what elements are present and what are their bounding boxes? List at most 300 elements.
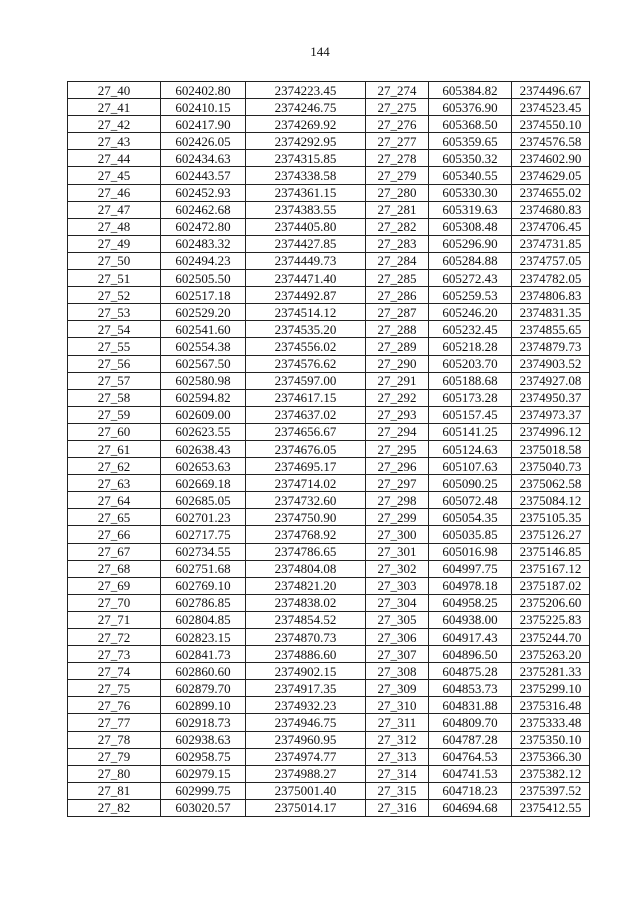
y-coordinate-cell: 2375206.60 xyxy=(512,594,590,611)
x-coordinate-cell: 602717.75 xyxy=(161,526,246,543)
x-coordinate-cell: 602638.43 xyxy=(161,440,246,457)
x-coordinate-cell: 605203.70 xyxy=(429,355,512,372)
x-coordinate-cell: 602786.85 xyxy=(161,594,246,611)
point-id-cell: 27_302 xyxy=(366,560,429,577)
y-coordinate-cell: 2374471.40 xyxy=(246,270,366,287)
y-coordinate-cell: 2374732.60 xyxy=(246,492,366,509)
x-coordinate-cell: 604809.70 xyxy=(429,714,512,731)
y-coordinate-cell: 2374973.37 xyxy=(512,406,590,423)
point-id-cell: 27_53 xyxy=(68,304,161,321)
x-coordinate-cell: 605157.45 xyxy=(429,406,512,423)
x-coordinate-cell: 605384.82 xyxy=(429,82,512,99)
table-row xyxy=(68,270,590,287)
y-coordinate-cell: 2374804.08 xyxy=(246,560,366,577)
point-id-cell: 27_73 xyxy=(68,646,161,663)
x-coordinate-cell: 605232.45 xyxy=(429,321,512,338)
point-id-cell: 27_65 xyxy=(68,509,161,526)
y-coordinate-cell: 2374405.80 xyxy=(246,218,366,235)
table-row xyxy=(68,492,590,509)
table-row xyxy=(68,321,590,338)
point-id-cell: 27_40 xyxy=(68,82,161,99)
y-coordinate-cell: 2374879.73 xyxy=(512,338,590,355)
x-coordinate-cell: 602701.23 xyxy=(161,509,246,526)
x-coordinate-cell: 602567.50 xyxy=(161,355,246,372)
point-id-cell: 27_279 xyxy=(366,167,429,184)
point-id-cell: 27_296 xyxy=(366,458,429,475)
y-coordinate-cell: 2374655.02 xyxy=(512,184,590,201)
table-row xyxy=(68,799,590,816)
x-coordinate-cell: 602410.15 xyxy=(161,99,246,116)
y-coordinate-cell: 2375084.12 xyxy=(512,492,590,509)
y-coordinate-cell: 2374757.05 xyxy=(512,252,590,269)
x-coordinate-cell: 605340.55 xyxy=(429,167,512,184)
x-coordinate-cell: 605330.30 xyxy=(429,184,512,201)
point-id-cell: 27_288 xyxy=(366,321,429,338)
table-row xyxy=(68,389,590,406)
table-row xyxy=(68,133,590,150)
x-coordinate-cell: 602505.50 xyxy=(161,270,246,287)
x-coordinate-cell: 602918.73 xyxy=(161,714,246,731)
y-coordinate-cell: 2375412.55 xyxy=(512,799,590,816)
x-coordinate-cell: 602899.10 xyxy=(161,697,246,714)
point-id-cell: 27_60 xyxy=(68,423,161,440)
table-row xyxy=(68,338,590,355)
y-coordinate-cell: 2375018.58 xyxy=(512,440,590,457)
y-coordinate-cell: 2374223.45 xyxy=(246,82,366,99)
y-coordinate-cell: 2375366.30 xyxy=(512,748,590,765)
y-coordinate-cell: 2374731.85 xyxy=(512,235,590,252)
y-coordinate-cell: 2375167.12 xyxy=(512,560,590,577)
y-coordinate-cell: 2374514.12 xyxy=(246,304,366,321)
y-coordinate-cell: 2375350.10 xyxy=(512,731,590,748)
x-coordinate-cell: 602462.68 xyxy=(161,201,246,218)
point-id-cell: 27_57 xyxy=(68,372,161,389)
point-id-cell: 27_304 xyxy=(366,594,429,611)
x-coordinate-cell: 605376.90 xyxy=(429,99,512,116)
x-coordinate-cell: 604694.68 xyxy=(429,799,512,816)
point-id-cell: 27_280 xyxy=(366,184,429,201)
point-id-cell: 27_283 xyxy=(366,235,429,252)
x-coordinate-cell: 602554.38 xyxy=(161,338,246,355)
y-coordinate-cell: 2374768.92 xyxy=(246,526,366,543)
point-id-cell: 27_55 xyxy=(68,338,161,355)
y-coordinate-cell: 2374383.55 xyxy=(246,201,366,218)
point-id-cell: 27_61 xyxy=(68,440,161,457)
x-coordinate-cell: 602685.05 xyxy=(161,492,246,509)
y-coordinate-cell: 2374855.65 xyxy=(512,321,590,338)
x-coordinate-cell: 602979.15 xyxy=(161,765,246,782)
point-id-cell: 27_298 xyxy=(366,492,429,509)
table-row xyxy=(68,355,590,372)
x-coordinate-cell: 604997.75 xyxy=(429,560,512,577)
x-coordinate-cell: 604958.25 xyxy=(429,594,512,611)
table-row xyxy=(68,629,590,646)
y-coordinate-cell: 2375397.52 xyxy=(512,782,590,799)
point-id-cell: 27_66 xyxy=(68,526,161,543)
y-coordinate-cell: 2374886.60 xyxy=(246,646,366,663)
x-coordinate-cell: 605272.43 xyxy=(429,270,512,287)
point-id-cell: 27_299 xyxy=(366,509,429,526)
point-id-cell: 27_71 xyxy=(68,611,161,628)
x-coordinate-cell: 605259.53 xyxy=(429,287,512,304)
x-coordinate-cell: 602804.85 xyxy=(161,611,246,628)
y-coordinate-cell: 2375333.48 xyxy=(512,714,590,731)
x-coordinate-cell: 603020.57 xyxy=(161,799,246,816)
y-coordinate-cell: 2375187.02 xyxy=(512,577,590,594)
y-coordinate-cell: 2374492.87 xyxy=(246,287,366,304)
point-id-cell: 27_282 xyxy=(366,218,429,235)
table-row xyxy=(68,440,590,457)
y-coordinate-cell: 2374576.58 xyxy=(512,133,590,150)
y-coordinate-cell: 2374269.92 xyxy=(246,116,366,133)
point-id-cell: 27_274 xyxy=(366,82,429,99)
point-id-cell: 27_69 xyxy=(68,577,161,594)
table-row xyxy=(68,372,590,389)
y-coordinate-cell: 2374714.02 xyxy=(246,475,366,492)
x-coordinate-cell: 602494.23 xyxy=(161,252,246,269)
x-coordinate-cell: 602769.10 xyxy=(161,577,246,594)
point-id-cell: 27_50 xyxy=(68,252,161,269)
y-coordinate-cell: 2374960.95 xyxy=(246,731,366,748)
y-coordinate-cell: 2374315.85 xyxy=(246,150,366,167)
y-coordinate-cell: 2374927.08 xyxy=(512,372,590,389)
page-number: 144 xyxy=(310,44,330,59)
x-coordinate-cell: 602517.18 xyxy=(161,287,246,304)
table-row xyxy=(68,509,590,526)
x-coordinate-cell: 604787.28 xyxy=(429,731,512,748)
table-row xyxy=(68,782,590,799)
point-id-cell: 27_313 xyxy=(366,748,429,765)
x-coordinate-cell: 604741.53 xyxy=(429,765,512,782)
x-coordinate-cell: 605319.63 xyxy=(429,201,512,218)
y-coordinate-cell: 2374676.05 xyxy=(246,440,366,457)
coordinates-table-body xyxy=(68,82,590,817)
y-coordinate-cell: 2374556.02 xyxy=(246,338,366,355)
x-coordinate-cell: 602417.90 xyxy=(161,116,246,133)
x-coordinate-cell: 602938.63 xyxy=(161,731,246,748)
x-coordinate-cell: 602529.20 xyxy=(161,304,246,321)
y-coordinate-cell: 2374974.77 xyxy=(246,748,366,765)
point-id-cell: 27_306 xyxy=(366,629,429,646)
point-id-cell: 27_51 xyxy=(68,270,161,287)
x-coordinate-cell: 602580.98 xyxy=(161,372,246,389)
y-coordinate-cell: 2375316.48 xyxy=(512,697,590,714)
x-coordinate-cell: 605350.32 xyxy=(429,150,512,167)
point-id-cell: 27_47 xyxy=(68,201,161,218)
point-id-cell: 27_293 xyxy=(366,406,429,423)
x-coordinate-cell: 605246.20 xyxy=(429,304,512,321)
x-coordinate-cell: 604896.50 xyxy=(429,646,512,663)
point-id-cell: 27_78 xyxy=(68,731,161,748)
x-coordinate-cell: 604764.53 xyxy=(429,748,512,765)
y-coordinate-cell: 2374806.83 xyxy=(512,287,590,304)
point-id-cell: 27_63 xyxy=(68,475,161,492)
y-coordinate-cell: 2374870.73 xyxy=(246,629,366,646)
point-id-cell: 27_305 xyxy=(366,611,429,628)
x-coordinate-cell: 602823.15 xyxy=(161,629,246,646)
y-coordinate-cell: 2375126.27 xyxy=(512,526,590,543)
x-coordinate-cell: 605141.25 xyxy=(429,423,512,440)
x-coordinate-cell: 602841.73 xyxy=(161,646,246,663)
point-id-cell: 27_52 xyxy=(68,287,161,304)
point-id-cell: 27_297 xyxy=(366,475,429,492)
table-row xyxy=(68,577,590,594)
table-row xyxy=(68,646,590,663)
point-id-cell: 27_307 xyxy=(366,646,429,663)
point-id-cell: 27_284 xyxy=(366,252,429,269)
point-id-cell: 27_287 xyxy=(366,304,429,321)
y-coordinate-cell: 2375299.10 xyxy=(512,680,590,697)
x-coordinate-cell: 602653.63 xyxy=(161,458,246,475)
table-row xyxy=(68,680,590,697)
point-id-cell: 27_41 xyxy=(68,99,161,116)
y-coordinate-cell: 2374782.05 xyxy=(512,270,590,287)
y-coordinate-cell: 2375040.73 xyxy=(512,458,590,475)
table-row xyxy=(68,82,590,99)
y-coordinate-cell: 2374831.35 xyxy=(512,304,590,321)
point-id-cell: 27_81 xyxy=(68,782,161,799)
x-coordinate-cell: 604938.00 xyxy=(429,611,512,628)
x-coordinate-cell: 605016.98 xyxy=(429,543,512,560)
y-coordinate-cell: 2374338.58 xyxy=(246,167,366,184)
table-row xyxy=(68,731,590,748)
x-coordinate-cell: 602472.80 xyxy=(161,218,246,235)
point-id-cell: 27_300 xyxy=(366,526,429,543)
coordinates-table xyxy=(67,81,590,817)
point-id-cell: 27_289 xyxy=(366,338,429,355)
table-row xyxy=(68,526,590,543)
x-coordinate-cell: 605035.85 xyxy=(429,526,512,543)
y-coordinate-cell: 2374617.15 xyxy=(246,389,366,406)
table-row xyxy=(68,116,590,133)
point-id-cell: 27_45 xyxy=(68,167,161,184)
y-coordinate-cell: 2374917.35 xyxy=(246,680,366,697)
point-id-cell: 27_314 xyxy=(366,765,429,782)
x-coordinate-cell: 604831.88 xyxy=(429,697,512,714)
y-coordinate-cell: 2375263.20 xyxy=(512,646,590,663)
point-id-cell: 27_70 xyxy=(68,594,161,611)
y-coordinate-cell: 2374629.05 xyxy=(512,167,590,184)
x-coordinate-cell: 605284.88 xyxy=(429,252,512,269)
point-id-cell: 27_295 xyxy=(366,440,429,457)
y-coordinate-cell: 2374950.37 xyxy=(512,389,590,406)
x-coordinate-cell: 605124.63 xyxy=(429,440,512,457)
y-coordinate-cell: 2375281.33 xyxy=(512,663,590,680)
x-coordinate-cell: 605054.35 xyxy=(429,509,512,526)
point-id-cell: 27_46 xyxy=(68,184,161,201)
point-id-cell: 27_56 xyxy=(68,355,161,372)
y-coordinate-cell: 2374597.00 xyxy=(246,372,366,389)
point-id-cell: 27_275 xyxy=(366,99,429,116)
y-coordinate-cell: 2374292.95 xyxy=(246,133,366,150)
table-row xyxy=(68,765,590,782)
table-row xyxy=(68,167,590,184)
point-id-cell: 27_80 xyxy=(68,765,161,782)
point-id-cell: 27_64 xyxy=(68,492,161,509)
point-id-cell: 27_309 xyxy=(366,680,429,697)
y-coordinate-cell: 2374932.23 xyxy=(246,697,366,714)
y-coordinate-cell: 2374535.20 xyxy=(246,321,366,338)
y-coordinate-cell: 2374695.17 xyxy=(246,458,366,475)
y-coordinate-cell: 2374246.75 xyxy=(246,99,366,116)
point-id-cell: 27_310 xyxy=(366,697,429,714)
point-id-cell: 27_72 xyxy=(68,629,161,646)
table-row xyxy=(68,99,590,116)
y-coordinate-cell: 2375146.85 xyxy=(512,543,590,560)
table-row xyxy=(68,287,590,304)
y-coordinate-cell: 2374361.15 xyxy=(246,184,366,201)
point-id-cell: 27_79 xyxy=(68,748,161,765)
x-coordinate-cell: 602751.68 xyxy=(161,560,246,577)
x-coordinate-cell: 602426.05 xyxy=(161,133,246,150)
y-coordinate-cell: 2374576.62 xyxy=(246,355,366,372)
point-id-cell: 27_42 xyxy=(68,116,161,133)
point-id-cell: 27_276 xyxy=(366,116,429,133)
x-coordinate-cell: 602958.75 xyxy=(161,748,246,765)
y-coordinate-cell: 2375062.58 xyxy=(512,475,590,492)
point-id-cell: 27_286 xyxy=(366,287,429,304)
point-id-cell: 27_294 xyxy=(366,423,429,440)
point-id-cell: 27_278 xyxy=(366,150,429,167)
x-coordinate-cell: 602879.70 xyxy=(161,680,246,697)
table-row xyxy=(68,748,590,765)
point-id-cell: 27_303 xyxy=(366,577,429,594)
x-coordinate-cell: 604853.73 xyxy=(429,680,512,697)
y-coordinate-cell: 2375225.83 xyxy=(512,611,590,628)
x-coordinate-cell: 602609.00 xyxy=(161,406,246,423)
x-coordinate-cell: 604718.23 xyxy=(429,782,512,799)
point-id-cell: 27_301 xyxy=(366,543,429,560)
x-coordinate-cell: 602452.93 xyxy=(161,184,246,201)
x-coordinate-cell: 605296.90 xyxy=(429,235,512,252)
y-coordinate-cell: 2374656.67 xyxy=(246,423,366,440)
x-coordinate-cell: 602860.60 xyxy=(161,663,246,680)
table-row xyxy=(68,458,590,475)
table-row xyxy=(68,560,590,577)
y-coordinate-cell: 2374427.85 xyxy=(246,235,366,252)
table-row xyxy=(68,201,590,218)
point-id-cell: 27_49 xyxy=(68,235,161,252)
x-coordinate-cell: 604978.18 xyxy=(429,577,512,594)
y-coordinate-cell: 2374854.52 xyxy=(246,611,366,628)
point-id-cell: 27_44 xyxy=(68,150,161,167)
y-coordinate-cell: 2375001.40 xyxy=(246,782,366,799)
x-coordinate-cell: 605072.48 xyxy=(429,492,512,509)
point-id-cell: 27_281 xyxy=(366,201,429,218)
point-id-cell: 27_292 xyxy=(366,389,429,406)
point-id-cell: 27_82 xyxy=(68,799,161,816)
y-coordinate-cell: 2375382.12 xyxy=(512,765,590,782)
point-id-cell: 27_315 xyxy=(366,782,429,799)
x-coordinate-cell: 605107.63 xyxy=(429,458,512,475)
y-coordinate-cell: 2374821.20 xyxy=(246,577,366,594)
point-id-cell: 27_76 xyxy=(68,697,161,714)
y-coordinate-cell: 2374750.90 xyxy=(246,509,366,526)
y-coordinate-cell: 2374902.15 xyxy=(246,663,366,680)
x-coordinate-cell: 602623.55 xyxy=(161,423,246,440)
y-coordinate-cell: 2374550.10 xyxy=(512,116,590,133)
point-id-cell: 27_62 xyxy=(68,458,161,475)
point-id-cell: 27_67 xyxy=(68,543,161,560)
y-coordinate-cell: 2374496.67 xyxy=(512,82,590,99)
y-coordinate-cell: 2374602.90 xyxy=(512,150,590,167)
point-id-cell: 27_291 xyxy=(366,372,429,389)
x-coordinate-cell: 605359.65 xyxy=(429,133,512,150)
point-id-cell: 27_312 xyxy=(366,731,429,748)
x-coordinate-cell: 602443.57 xyxy=(161,167,246,184)
table-row xyxy=(68,304,590,321)
table-row xyxy=(68,543,590,560)
x-coordinate-cell: 602999.75 xyxy=(161,782,246,799)
table-row xyxy=(68,406,590,423)
x-coordinate-cell: 605218.28 xyxy=(429,338,512,355)
y-coordinate-cell: 2374680.83 xyxy=(512,201,590,218)
point-id-cell: 27_54 xyxy=(68,321,161,338)
table-row xyxy=(68,184,590,201)
x-coordinate-cell: 602483.32 xyxy=(161,235,246,252)
y-coordinate-cell: 2374637.02 xyxy=(246,406,366,423)
x-coordinate-cell: 605308.48 xyxy=(429,218,512,235)
point-id-cell: 27_59 xyxy=(68,406,161,423)
y-coordinate-cell: 2374988.27 xyxy=(246,765,366,782)
x-coordinate-cell: 602594.82 xyxy=(161,389,246,406)
table-row xyxy=(68,697,590,714)
x-coordinate-cell: 604875.28 xyxy=(429,663,512,680)
table-row xyxy=(68,611,590,628)
y-coordinate-cell: 2375105.35 xyxy=(512,509,590,526)
point-id-cell: 27_316 xyxy=(366,799,429,816)
x-coordinate-cell: 602434.63 xyxy=(161,150,246,167)
table-row xyxy=(68,235,590,252)
x-coordinate-cell: 602734.55 xyxy=(161,543,246,560)
table-row xyxy=(68,475,590,492)
x-coordinate-cell: 605090.25 xyxy=(429,475,512,492)
y-coordinate-cell: 2374786.65 xyxy=(246,543,366,560)
table-row xyxy=(68,423,590,440)
y-coordinate-cell: 2374996.12 xyxy=(512,423,590,440)
table-row xyxy=(68,150,590,167)
y-coordinate-cell: 2375014.17 xyxy=(246,799,366,816)
table-row xyxy=(68,218,590,235)
point-id-cell: 27_311 xyxy=(366,714,429,731)
y-coordinate-cell: 2374903.52 xyxy=(512,355,590,372)
point-id-cell: 27_74 xyxy=(68,663,161,680)
point-id-cell: 27_48 xyxy=(68,218,161,235)
y-coordinate-cell: 2374449.73 xyxy=(246,252,366,269)
x-coordinate-cell: 604917.43 xyxy=(429,629,512,646)
point-id-cell: 27_68 xyxy=(68,560,161,577)
x-coordinate-cell: 602669.18 xyxy=(161,475,246,492)
point-id-cell: 27_290 xyxy=(366,355,429,372)
table-row xyxy=(68,714,590,731)
y-coordinate-cell: 2374706.45 xyxy=(512,218,590,235)
x-coordinate-cell: 605188.68 xyxy=(429,372,512,389)
x-coordinate-cell: 605173.28 xyxy=(429,389,512,406)
y-coordinate-cell: 2375244.70 xyxy=(512,629,590,646)
y-coordinate-cell: 2374946.75 xyxy=(246,714,366,731)
point-id-cell: 27_75 xyxy=(68,680,161,697)
x-coordinate-cell: 602541.60 xyxy=(161,321,246,338)
point-id-cell: 27_308 xyxy=(366,663,429,680)
y-coordinate-cell: 2374838.02 xyxy=(246,594,366,611)
table-row xyxy=(68,252,590,269)
table-row xyxy=(68,663,590,680)
point-id-cell: 27_277 xyxy=(366,133,429,150)
table-row xyxy=(68,594,590,611)
point-id-cell: 27_77 xyxy=(68,714,161,731)
point-id-cell: 27_285 xyxy=(366,270,429,287)
point-id-cell: 27_58 xyxy=(68,389,161,406)
